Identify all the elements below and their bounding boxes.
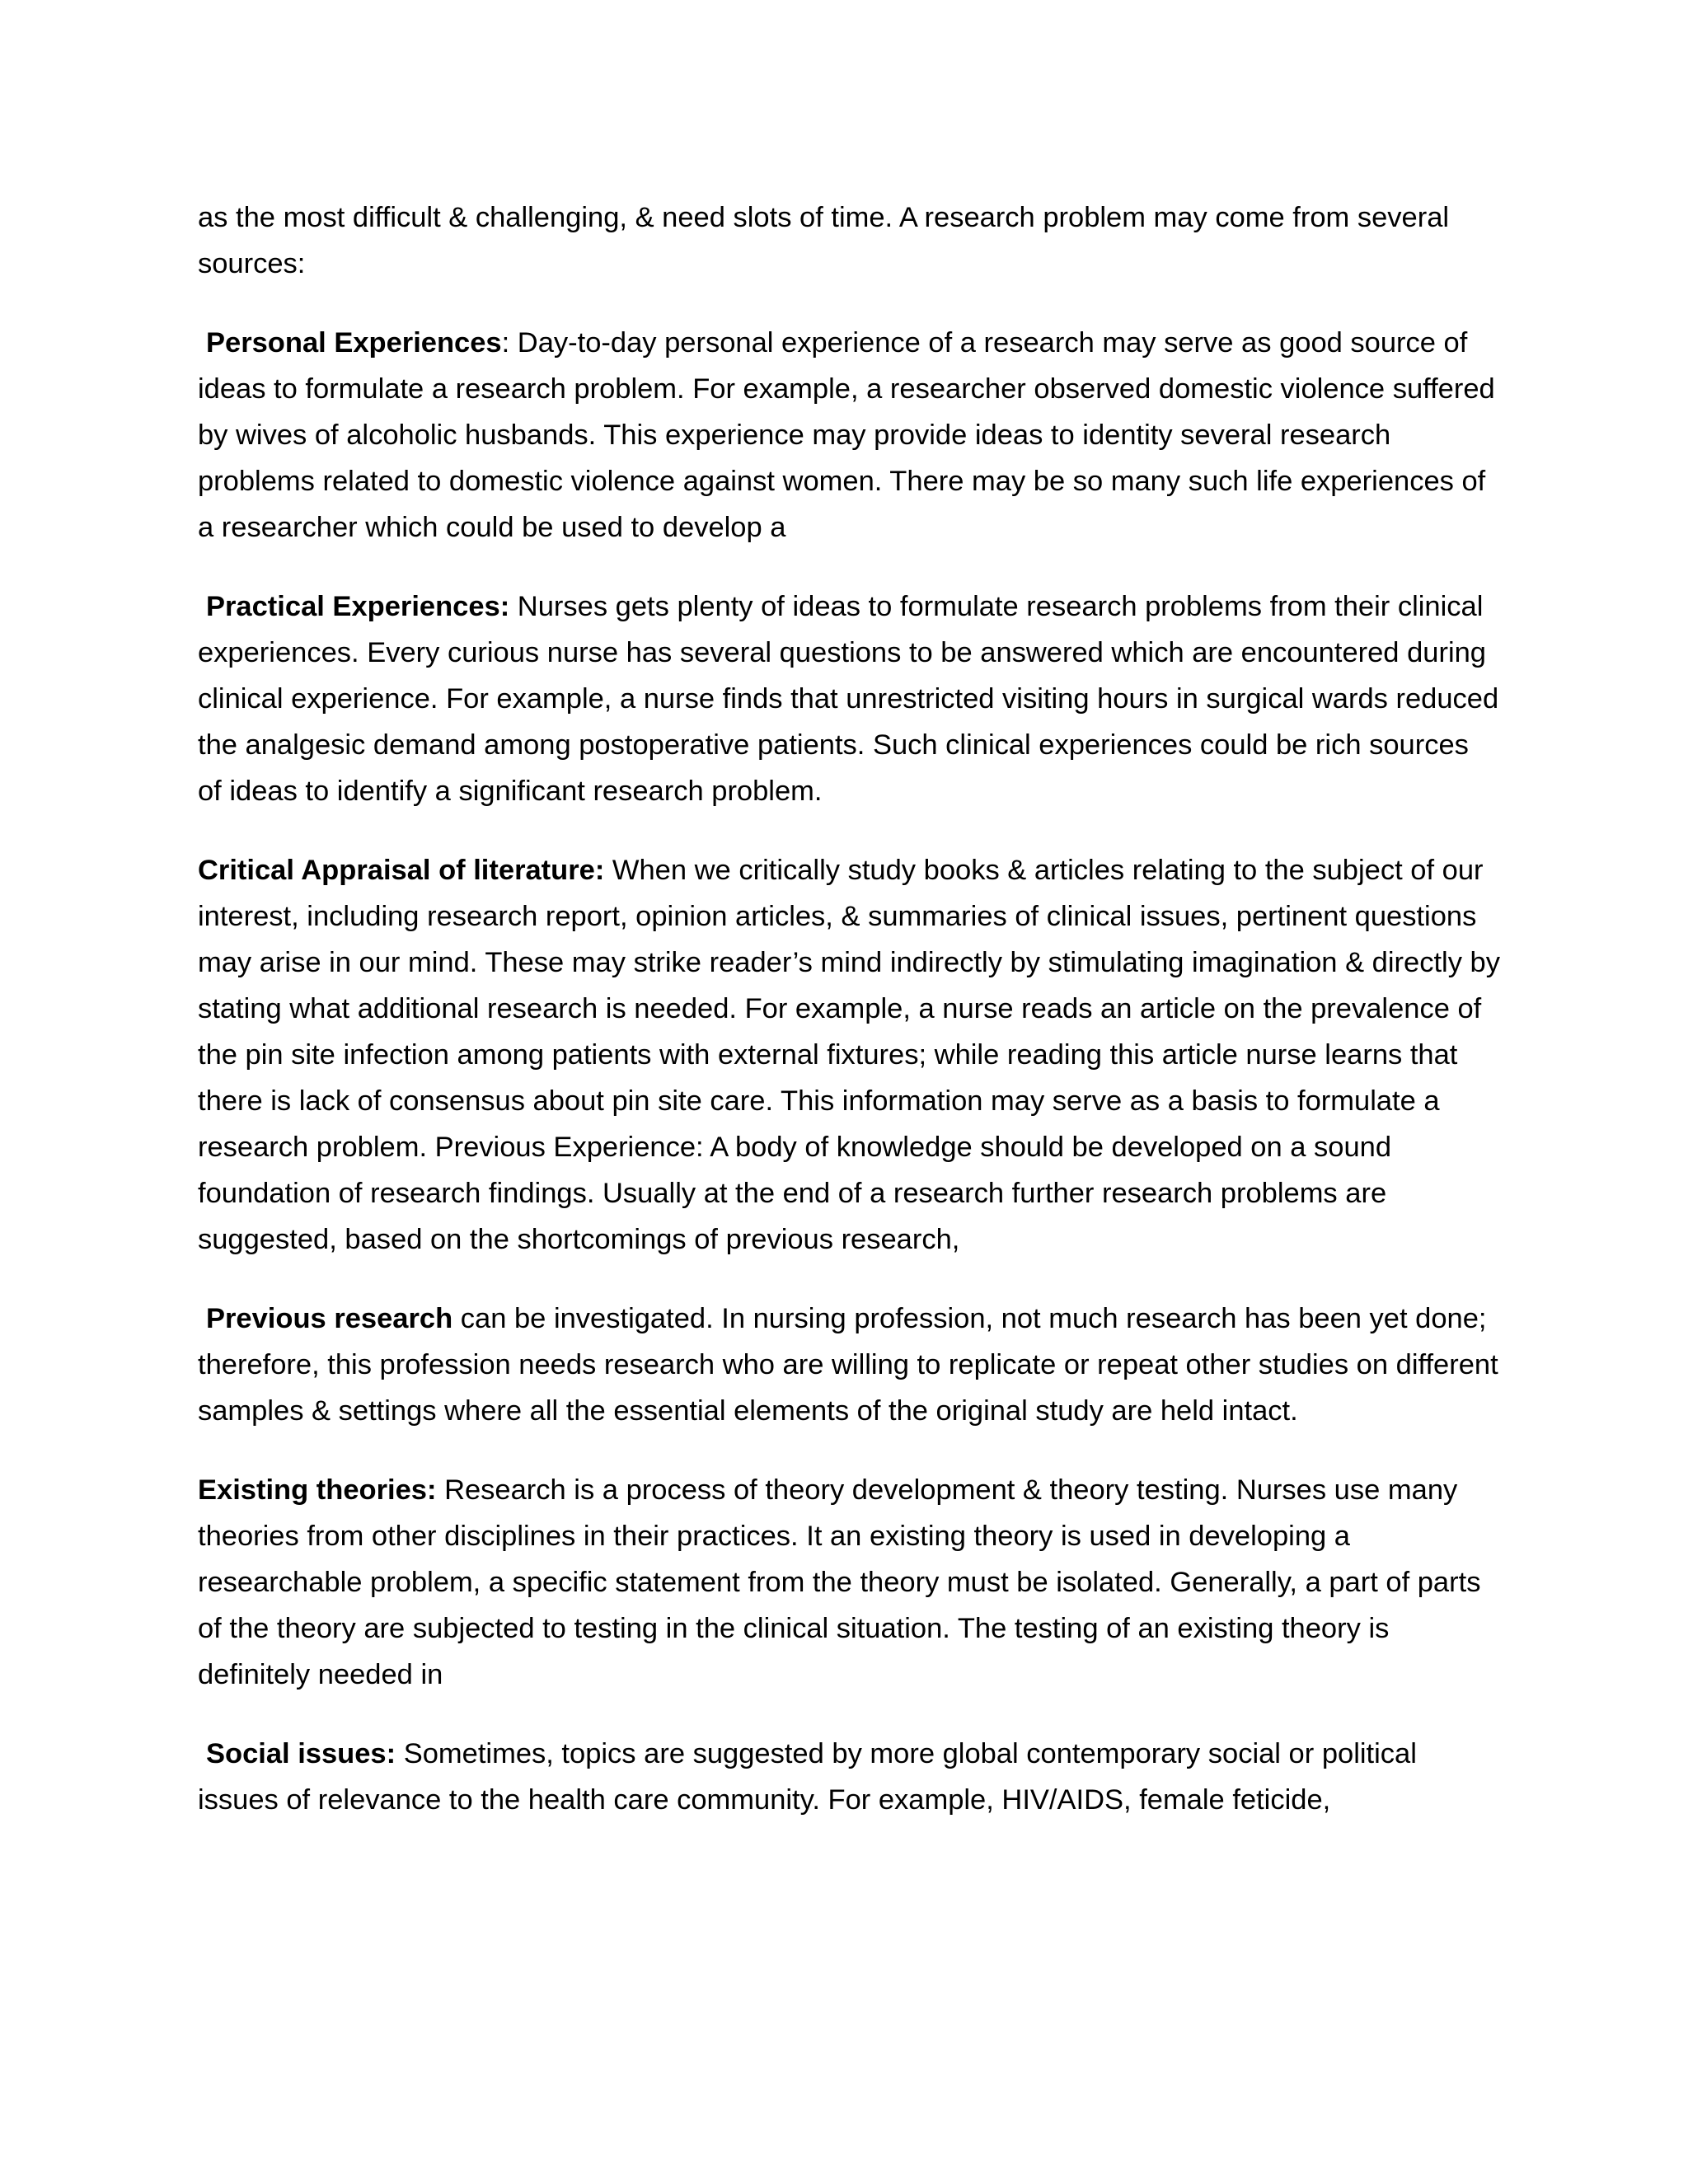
paragraph-heading: Social issues: [206,1738,396,1769]
paragraph-heading: Personal Experiences [206,327,502,359]
previous-research-paragraph [198,1296,1500,1434]
paragraph-heading: Critical Appraisal of literature: [198,855,605,886]
paragraph-text: Nurses gets plenty of ideas to formulate research problems from their clinical experiences. Every curious nurse has several questions to be answered which are encountered during clinical experience. For example, a nurse finds that unrestricted visiting hours in surgical wards reduced the analgesic demand among postoperative patients. Such clinical experiences could be rich sources of ideas to identify a significant research problem. [198,591,1499,807]
personal-experiences-paragraph [198,320,1500,551]
paragraph-text: Research is a process of theory development & theory testing. Nurses use many theories from other disciplines in their practices. It an existing theory is used in developing a researchable problem, a specific statement from the theory must be isolated. Generally, a part of parts of the theory are subjected to testing in the clinical situation. The testing of an existing theory is definitely needed in [198,1474,1481,1690]
existing-theories-paragraph [198,1467,1500,1698]
paragraph-text: can be investigated. In nursing profession, not much research has been yet done; therefore, this profession needs research who are willing to replicate or repeat other studies on different samples & settings where all the essential elements of the original study are held intact. [198,1303,1498,1427]
paragraph-heading: Existing theories: [198,1474,437,1506]
paragraph-text: Day-to-day personal experience of a research may serve as good source of ideas to formulate a research problem. For example, a researcher observed domestic violence suffered by wives of alcoholic husbands. This experience may provide ideas to identity several research problems related to domestic violence against women. There may be so many such life experiences of a researcher which could be used to develop a [198,327,1495,543]
paragraph-heading: Previous research [206,1303,453,1334]
heading-separator: : [501,327,510,359]
paragraph-text: When we critically study books & articles relating to the subject of our interest, including research report, opinion articles, & summaries of clinical issues, pertinent questions may arise in our mind. These may strike reader’s mind indirectly by stimulating imagination & directly by stating what additional research is needed. For example, a nurse reads an article on the prevalence of the pin site infection among patients with external fixtures; while reading this article nurse learns that there is lack of consensus about pin site care. This information may serve as a basis to formulate a research problem. Previous Experience: A body of knowledge should be developed on a sound foundation of research findings. Usually at the end of a research further research problems are suggested, based on the shortcomings of previous research, [198,855,1500,1255]
paragraph-text: Sometimes, topics are suggested by more global contemporary social or political issues of relevance to the health care community. For example, HIV/AIDS, female feticide, [198,1738,1417,1816]
critical-appraisal-paragraph [198,847,1500,1263]
intro-paragraph: as the most difficult & challenging, & need slots of time. A research problem may come from several sources: [198,202,1450,279]
paragraph-heading: Practical Experiences: [206,591,510,622]
practical-experiences-paragraph [198,583,1500,814]
social-issues-paragraph [198,1731,1500,1823]
document-body [198,194,1500,1823]
